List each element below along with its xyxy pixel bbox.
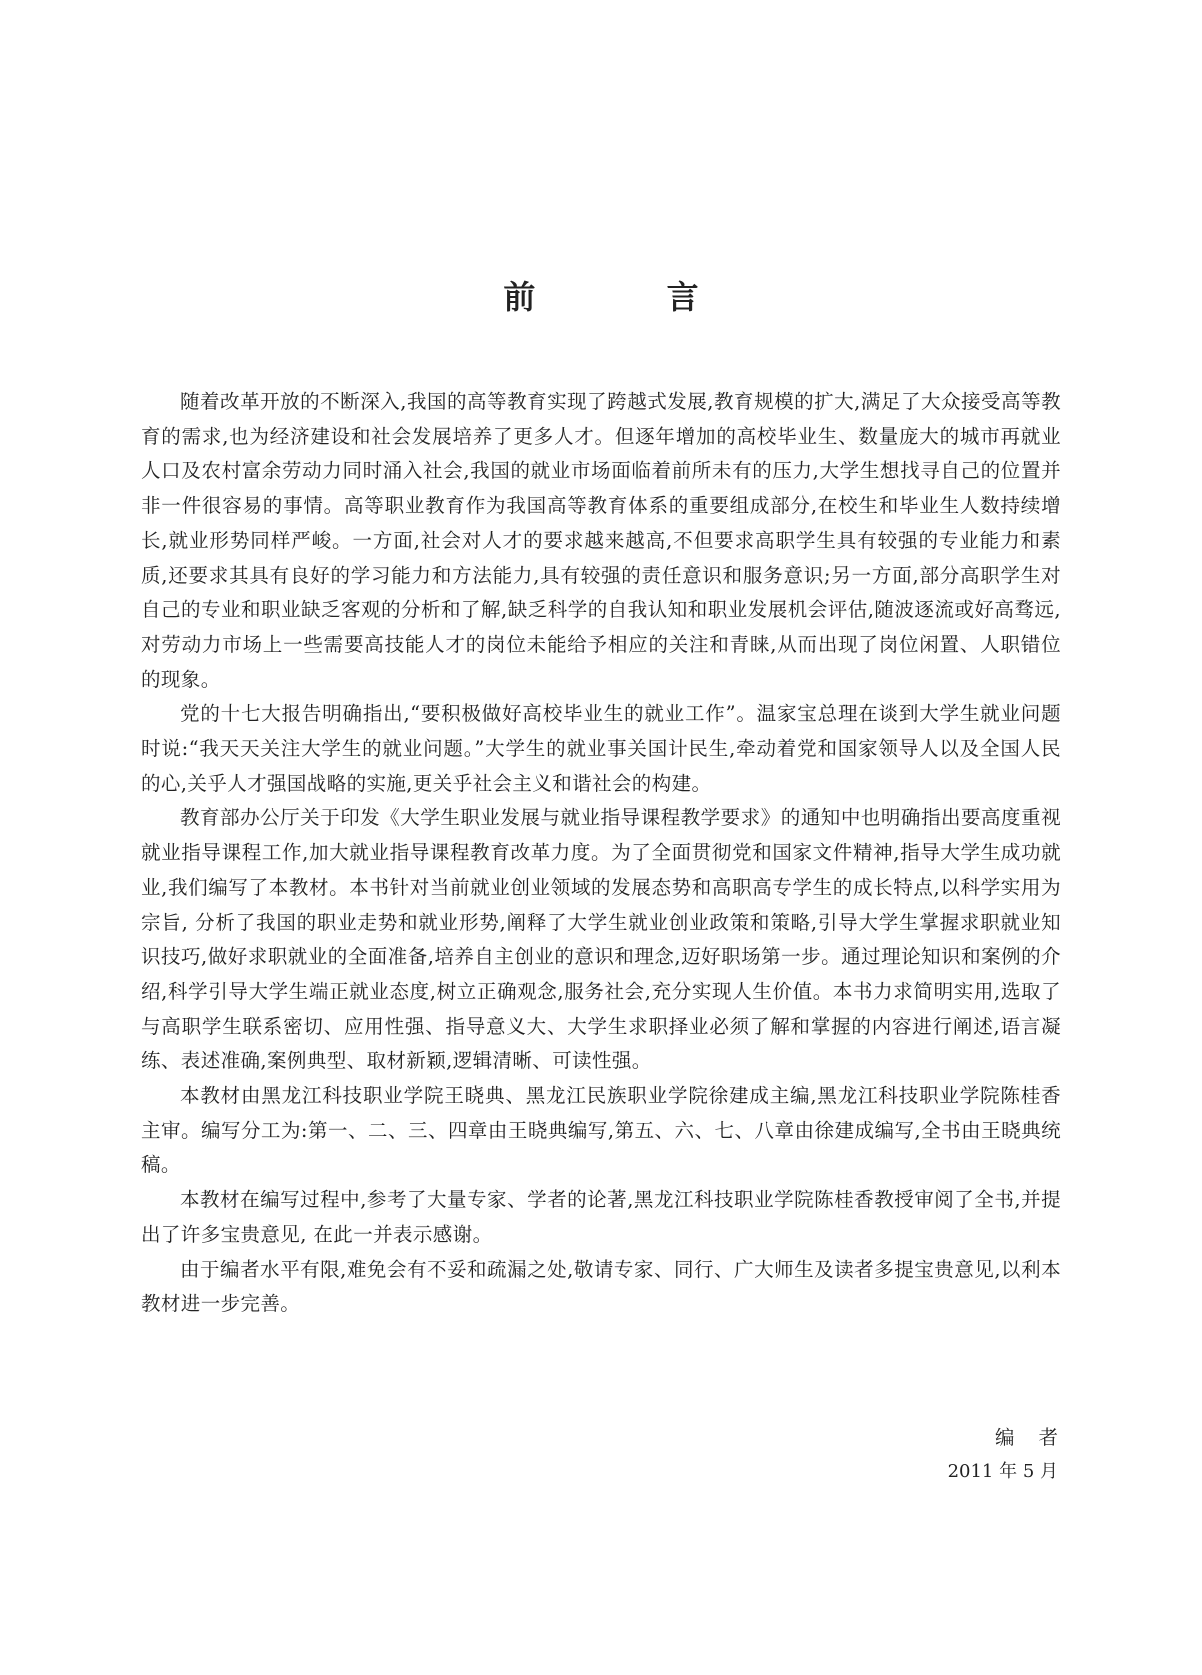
paragraph: 由于编者水平有限,难免会有不妥和疏漏之处,敬请专家、同行、广大师生及读者多提宝贵意见,以利本教材进一步完善。 <box>141 1257 1061 1316</box>
paragraph: 教育部办公厅关于印发《大学生职业发展与就业指导课程教学要求》的通知中也明确指出要高度重视就业指导课程工作,加大就业指导课程教育改革力度。为了全面贯彻党和国家文件精神,指导大学生成功就业,我们编写了本教材。本书针对当前就业创业领域的发展态势和高职高专学生的成长特点,以科学实用为宗旨, 分析了我国的职业走势和就业形势,阐释了大学生就业创业政策和策略,引导大学生掌握求职就业知识技巧,做好求职就业的全面准备,培养自主创业的意识和理念,迈好职场第一步。通过理论知识和案例的介绍,科学引导大学生端正就业态度,树立正确观念,服务社会,充分实现人生价值。本书力求简明实用,选取了与高职学生联系密切、应用性强、指导意义大、大学生求职择业必须了解和掌握的内容进行阐述,语言凝练、表述准确,案例典型、取材新颖,逻辑清晰、可读性强。 <box>141 806 1061 1073</box>
paragraph: 本教材在编写过程中,参考了大量专家、学者的论著,黑龙江科技职业学院陈桂香教授审阅了全书,并提出了许多宝贵意见, 在此一并表示感谢。 <box>141 1188 1061 1246</box>
paragraph: 党的十七大报告明确指出,“要积极做好高校毕业生的就业工作”。温家宝总理在谈到大学生就业问题时说:“我天天关注大学生的就业问题。”大学生的就业事关国计民生,牵动着党和国家领导人以及全国人民的心,关乎人才强国战略的实施,更关乎社会主义和谐社会的构建。 <box>141 702 1061 795</box>
paragraph: 随着改革开放的不断深入,我国的高等教育实现了跨越式发展,教育规模的扩大,满足了大众接受高等教育的需求,也为经济建设和社会发展培养了更多人才。但逐年增加的高校毕业生、数量庞大的城市再就业人口及农村富余劳动力同时涌入社会,我国的就业市场面临着前所未有的压力,大学生想找寻自己的位置并非一件很容易的事情。高等职业教育作为我国高等教育体系的重要组成部分,在校生和毕业生人数持续增长,就业形势同样严峻。一方面,社会对人才的要求越来越高,不但要求高职学生具有较强的专业能力和素质,还要求其具有良好的学习能力和方法能力,具有较强的责任意识和服务意识;另一方面,部分高职学生对自己的专业和职业缺乏客观的分析和了解,缺乏科学的自我认知和职业发展机会评估,随波逐流或好高骛远,对劳动力市场上一些需要高技能人才的岗位未能给予相应的关注和青睐,从而出现了岗位闲置、人职错位的现象。 <box>141 390 1061 691</box>
signature-date: 2011 年 5 月 <box>947 1461 1058 1482</box>
paragraph: 本教材由黑龙江科技职业学院王晓典、黑龙江民族职业学院徐建成主编,黑龙江科技职业学院陈桂香主审。编写分工为:第一、二、三、四章由王晓典编写,第五、六、七、八章由徐建成编写,全书由王晓典统稿。 <box>141 1084 1061 1177</box>
signature-block <box>947 1421 1082 1489</box>
preface-body <box>141 385 1061 1322</box>
page-title: 前 言 <box>503 278 759 316</box>
signature-author: 编者 <box>994 1426 1082 1449</box>
